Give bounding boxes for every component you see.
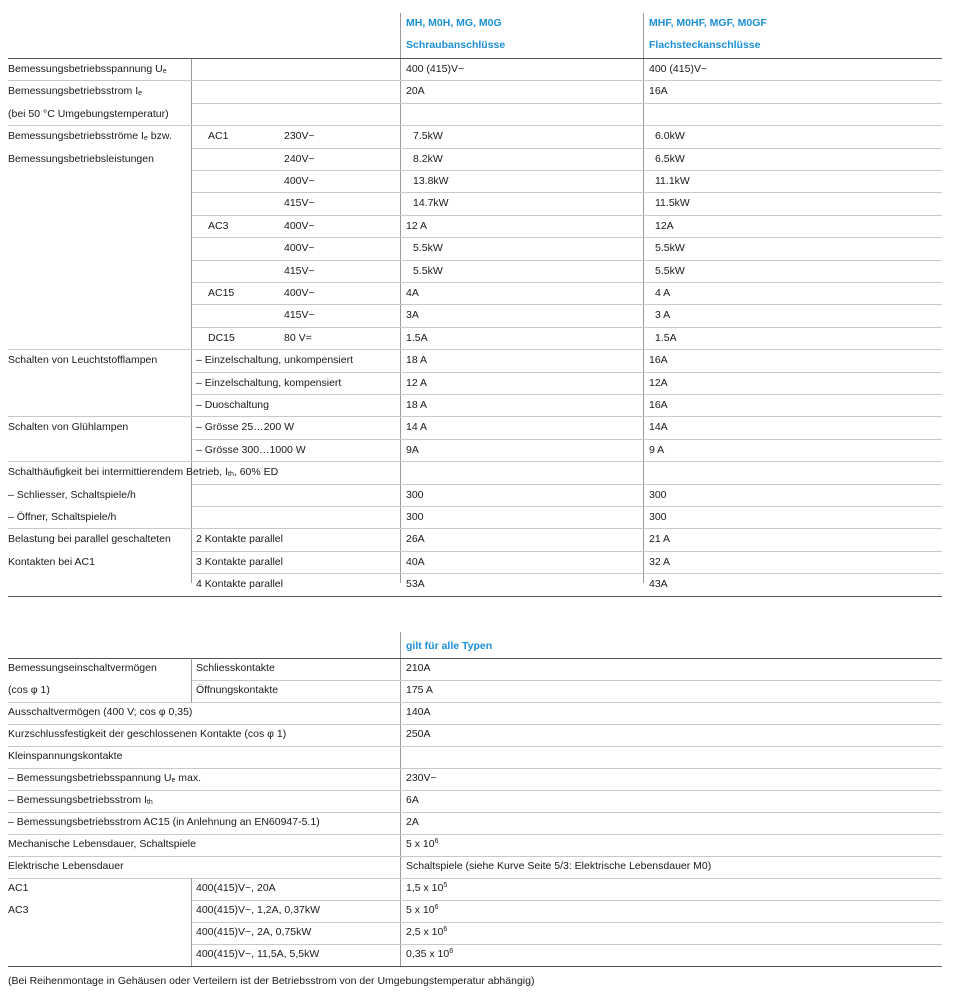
utilization-category: AC1 [208, 130, 229, 142]
row-divider [192, 215, 942, 216]
value-flat-terminals: 5.5kW [655, 265, 685, 277]
row-divider [8, 80, 942, 81]
value-text: 5 x 10 [406, 904, 435, 916]
row-label-subscript: e [171, 777, 176, 784]
value-all-types [406, 948, 453, 961]
row-divider [8, 596, 942, 597]
row-label-text: Belastung bei parallel geschalteten [8, 533, 171, 545]
voltage: 400V~ [284, 242, 315, 254]
value-screw-terminals: 12 A [406, 220, 428, 232]
value-flat-terminals: 12A [655, 220, 674, 232]
row-label-tail: max. [175, 772, 202, 784]
row-label [8, 354, 157, 367]
value-text: 230V~ [406, 772, 437, 784]
row-divider [8, 658, 942, 659]
value-text: Schaltspiele (siehe Kurve Seite 5/3: Elektrische Lebensdauer M0) [406, 860, 712, 872]
row-label [8, 533, 171, 546]
value-text: 2,5 x 10 [406, 926, 444, 938]
row-divider [192, 573, 942, 574]
row-label [8, 153, 154, 166]
row-label [8, 684, 50, 697]
utilization-category: AC3 [208, 220, 229, 232]
row-divider [8, 790, 942, 791]
value-exponent: 5 [443, 882, 448, 889]
value-flat-terminals: 6.5kW [655, 153, 685, 165]
value-all-types [406, 860, 711, 873]
voltage: 400V~ [284, 287, 315, 299]
row-label [8, 85, 142, 98]
row-divider [8, 966, 942, 967]
row-divider [8, 461, 942, 462]
row-label-text: Ausschaltvermögen (400 V; cos φ 0,35) [8, 706, 193, 718]
row-label [8, 511, 116, 524]
value-screw-terminals: 40A [406, 556, 425, 568]
row-divider [192, 148, 942, 149]
row-label-subscript: th [228, 471, 234, 478]
value-flat-terminals: 16A [649, 354, 668, 366]
row-divider [8, 528, 942, 529]
row-divider [192, 506, 942, 507]
row-label-text: – Bemessungsbetriebsstrom I [8, 794, 147, 806]
value-screw-terminals: 3A [406, 309, 419, 321]
row-label-text: Bemessungsbetriebsströme I [8, 130, 144, 142]
row-label [8, 728, 286, 741]
value-screw-terminals: 400 (415)V~ [406, 63, 465, 75]
utilization-category: DC15 [208, 332, 235, 344]
row-divider [8, 58, 942, 59]
value-all-types [406, 684, 433, 697]
value-text: 175 A [406, 684, 433, 696]
row-divider [8, 812, 942, 813]
row-condition: – Duoschaltung [196, 399, 269, 411]
row-label [8, 706, 192, 719]
row-divider [192, 680, 942, 681]
row-label-text: – Schliesser, Schaltspiele/h [8, 489, 136, 501]
value-flat-terminals: 14A [649, 421, 668, 433]
value-screw-terminals: 53A [406, 578, 425, 590]
column-divider [400, 13, 401, 583]
value-flat-terminals: 6.0kW [655, 130, 685, 142]
value-screw-terminals: 14.7kW [413, 197, 449, 209]
row-divider [192, 282, 942, 283]
value-flat-terminals: 1.5A [655, 332, 677, 344]
row-label [8, 489, 136, 502]
row-label-text: Schalthäufigkeit bei intermittierendem Betrieb, I [8, 466, 229, 478]
column-header-flat-terminals: Flachsteckanschlüsse [649, 39, 761, 51]
row-label-text: Bemessungsbetriebsspannung U [8, 63, 163, 75]
value-all-types [406, 728, 431, 741]
column-header-screw-types: MH, M0H, MG, M0G [406, 17, 502, 29]
value-flat-terminals: 400 (415)V~ [649, 63, 708, 75]
row-condition: 3 Kontakte parallel [196, 556, 283, 568]
column-divider [643, 13, 644, 583]
value-exponent: 6 [434, 904, 439, 911]
row-label-text: Kontakten bei AC1 [8, 556, 95, 568]
row-condition: Öffnungskontakte [196, 684, 279, 696]
row-condition: Schliesskontakte [196, 662, 275, 674]
row-label-text: Kurzschlussfestigkeit der geschlossenen Kontakte (cos φ 1) [8, 728, 287, 740]
voltage: 400V~ [284, 220, 315, 232]
value-all-types [406, 904, 439, 917]
value-exponent: 6 [443, 926, 448, 933]
row-label [8, 556, 95, 569]
value-screw-terminals: 26A [406, 533, 425, 545]
value-flat-terminals: 16A [649, 399, 668, 411]
row-divider [8, 416, 942, 417]
row-divider [8, 856, 942, 857]
row-label-text: – Bemessungsbetriebsspannung U [8, 772, 172, 784]
row-label [8, 772, 201, 785]
value-text: 2A [406, 816, 419, 828]
row-condition: – Grösse 300…1000 W [196, 444, 306, 456]
value-screw-terminals: 12 A [406, 377, 428, 389]
value-flat-terminals: 16A [649, 85, 668, 97]
value-flat-terminals: 5.5kW [655, 242, 685, 254]
row-label-subscript: th [146, 799, 153, 806]
value-flat-terminals: 300 [649, 511, 667, 523]
row-label-subscript: e [143, 135, 148, 142]
value-screw-terminals: 300 [406, 489, 424, 501]
voltage: 415V~ [284, 197, 315, 209]
voltage: 415V~ [284, 265, 315, 277]
voltage: 80 V= [284, 332, 312, 344]
column-header-all-types: gilt für alle Typen [406, 640, 493, 652]
row-label [8, 838, 196, 851]
value-text: 5 x 10 [406, 838, 435, 850]
row-label-subscript: e [162, 68, 167, 75]
row-divider [192, 103, 942, 104]
row-divider [8, 746, 942, 747]
row-label-text: Schalten von Glühlampen [8, 421, 129, 433]
row-divider [192, 439, 942, 440]
value-exponent: 6 [434, 838, 439, 845]
row-label [8, 466, 278, 479]
row-label-text: Bemessungseinschaltvermögen [8, 662, 157, 674]
value-flat-terminals: 11.1kW [655, 175, 690, 187]
voltage: 400V~ [284, 175, 315, 187]
row-divider [192, 327, 942, 328]
row-label-text: AC1 [8, 882, 29, 894]
row-label-tail: , 60% ED [233, 466, 279, 478]
value-screw-terminals: 14 A [406, 421, 428, 433]
row-label-text: Bemessungsbetriebsstrom I [8, 85, 139, 97]
row-label [8, 882, 28, 895]
row-label-text: AC3 [8, 904, 29, 916]
value-all-types [406, 794, 419, 807]
value-flat-terminals: 32 A [649, 556, 671, 568]
row-condition: 400(415)V~, 2A, 0,75kW [196, 926, 312, 938]
row-divider [8, 125, 942, 126]
column-divider [400, 632, 401, 966]
value-text: 6A [406, 794, 419, 806]
value-screw-terminals: 20A [406, 85, 425, 97]
row-label [8, 130, 172, 143]
value-flat-terminals: 43A [649, 578, 668, 590]
row-label-text: Bemessungsbetriebsleistungen [8, 153, 154, 165]
row-divider [192, 551, 942, 552]
row-divider [8, 724, 942, 725]
column-divider [191, 878, 192, 966]
value-all-types [406, 882, 447, 895]
value-all-types [406, 706, 431, 719]
value-screw-terminals: 8.2kW [413, 153, 443, 165]
value-all-types [406, 662, 431, 675]
value-screw-terminals: 4A [406, 287, 419, 299]
value-flat-terminals: 3 A [655, 309, 671, 321]
value-exponent: 6 [449, 948, 454, 955]
row-label-text: (cos φ 1) [8, 684, 50, 696]
value-screw-terminals: 1.5A [406, 332, 428, 344]
value-screw-terminals: 18 A [406, 399, 428, 411]
row-divider [192, 170, 942, 171]
row-condition: – Einzelschaltung, kompensiert [196, 377, 342, 389]
row-label [8, 816, 320, 829]
row-label-text: (bei 50 °C Umgebungstemperatur) [8, 108, 169, 120]
value-screw-terminals: 18 A [406, 354, 428, 366]
row-divider [192, 372, 942, 373]
row-divider [192, 484, 942, 485]
row-divider [192, 394, 942, 395]
row-label [8, 63, 167, 76]
row-label-subscript: e [138, 90, 143, 97]
value-flat-terminals: 4 A [655, 287, 671, 299]
row-divider [192, 260, 942, 261]
value-text: 210A [406, 662, 431, 674]
row-divider [8, 702, 942, 703]
row-label-tail: bzw. [147, 130, 172, 142]
value-flat-terminals: 9 A [649, 444, 665, 456]
row-divider [192, 192, 942, 193]
row-divider [192, 922, 942, 923]
row-divider [192, 944, 942, 945]
row-label-text: Schalten von Leuchtstofflampen [8, 354, 158, 366]
value-screw-terminals: 300 [406, 511, 424, 523]
column-divider [191, 58, 192, 583]
value-text: 0,35 x 10 [406, 948, 450, 960]
value-screw-terminals: 7.5kW [413, 130, 443, 142]
value-screw-terminals: 13.8kW [413, 175, 449, 187]
row-label [8, 108, 169, 121]
row-condition: – Grösse 25…200 W [196, 421, 295, 433]
value-all-types [406, 926, 447, 939]
row-label-text: Kleinspannungskontakte [8, 750, 123, 762]
voltage: 240V~ [284, 153, 315, 165]
row-divider [8, 878, 942, 879]
row-label [8, 750, 122, 763]
value-screw-terminals: 5.5kW [413, 242, 443, 254]
row-label-text: – Bemessungsbetriebsstrom AC15 (in Anlehnung an EN60947-5.1) [8, 816, 320, 828]
value-all-types [406, 772, 437, 785]
row-divider [192, 304, 942, 305]
value-text: 140A [406, 706, 431, 718]
row-divider [192, 900, 942, 901]
voltage: 415V~ [284, 309, 315, 321]
voltage: 230V~ [284, 130, 315, 142]
column-header-screw-terminals: Schraubanschlüsse [406, 39, 506, 51]
row-divider [8, 834, 942, 835]
value-all-types [406, 838, 439, 851]
row-label [8, 421, 128, 434]
row-divider [8, 768, 942, 769]
row-condition: – Einzelschaltung, unkompensiert [196, 354, 354, 366]
row-label-text: Elektrische Lebensdauer [8, 860, 124, 872]
row-condition: 2 Kontakte parallel [196, 533, 283, 545]
value-flat-terminals: 300 [649, 489, 667, 501]
row-label [8, 794, 153, 807]
row-label [8, 662, 157, 675]
row-condition: 400(415)V~, 20A [196, 882, 276, 894]
footnote: (Bei Reihenmontage in Gehäusen oder Verteilern ist der Betriebsstrom von der Umgebungstemperatur abhängig) [8, 975, 535, 987]
row-label [8, 860, 124, 873]
row-label-text: – Öffner, Schaltspiele/h [8, 511, 117, 523]
utilization-category: AC15 [208, 287, 235, 299]
value-text: 250A [406, 728, 431, 740]
row-condition: 4 Kontakte parallel [196, 578, 283, 590]
row-divider [8, 349, 942, 350]
row-condition: 400(415)V~, 1,2A, 0,37kW [196, 904, 321, 916]
value-screw-terminals: 9A [406, 444, 419, 456]
row-condition: 400(415)V~, 11,5A, 5,5kW [196, 948, 320, 960]
value-text: 1,5 x 10 [406, 882, 444, 894]
value-flat-terminals: 12A [649, 377, 668, 389]
row-divider [192, 237, 942, 238]
value-flat-terminals: 21 A [649, 533, 671, 545]
column-divider [191, 658, 192, 702]
row-label-text: Mechanische Lebensdauer, Schaltspiele [8, 838, 196, 850]
column-header-flat-types: MHF, M0HF, MGF, M0GF [649, 17, 767, 29]
row-label [8, 904, 28, 917]
value-all-types [406, 816, 419, 829]
value-flat-terminals: 11.5kW [655, 197, 690, 209]
value-screw-terminals: 5.5kW [413, 265, 443, 277]
